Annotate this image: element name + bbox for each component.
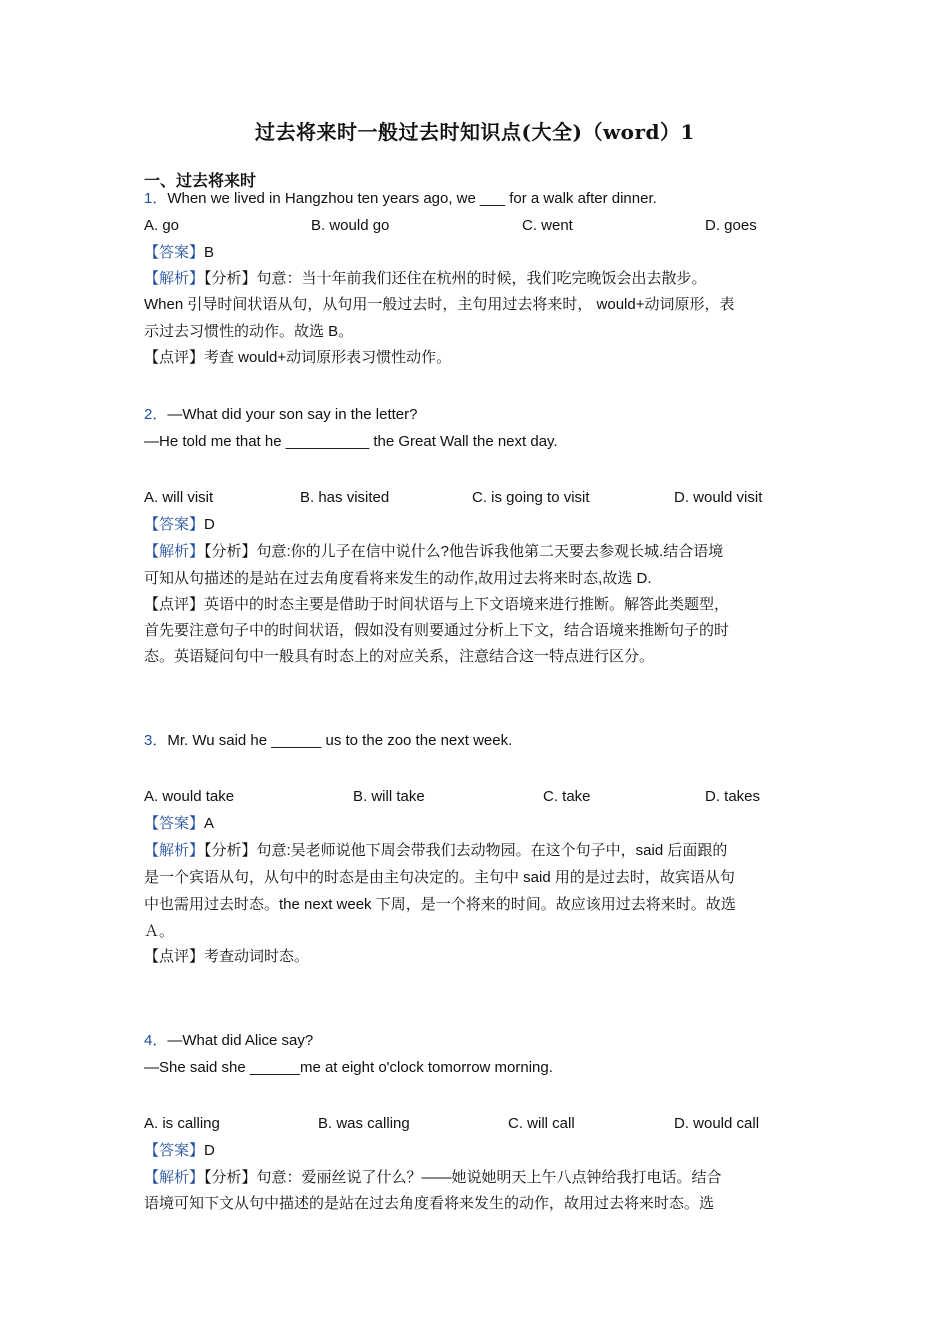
option-a: A. is calling [144, 1115, 220, 1132]
answer-value: D [204, 1142, 215, 1159]
analysis-text: Ａ。 [144, 923, 175, 940]
answer-tag: 【答案】 [144, 815, 205, 832]
analysis-tag: 【解析】 [144, 842, 205, 859]
comment-text: 英语中的时态主要是借助于时间状语与上下文语境来进行推断。解答此类题型， [204, 596, 730, 613]
analysis-text: 语境可知下文从句中描述的是站在过去角度看将来发生的动作，故用过去将来时态。选 [144, 1195, 715, 1212]
option-d: D. would call [674, 1115, 760, 1132]
question-text: —He told me that he __________ the Great Wall the next day. [144, 433, 558, 450]
answer-line [144, 1141, 810, 1161]
analysis-tag: 【解析】 [144, 270, 205, 287]
page-title: 过去将来时一般过去时知识点(大全)（word）1 [255, 120, 695, 144]
comment-line [144, 595, 810, 615]
analysis-line [144, 542, 810, 562]
question-text: —What did Alice say? [167, 1032, 314, 1049]
section-heading: 一、过去将来时 [144, 171, 257, 190]
question-text: Mr. Wu said he ______ us to the zoo the next week. [167, 732, 513, 749]
answer-value: A [204, 815, 215, 832]
analysis-text: 【分析】句意：当十年前我们还住在杭州的时候，我们吃完晚饭会出去散步。 [204, 270, 707, 287]
analysis-text: 【分析】句意:吴老师说他下周会带我们去动物园。在这个句子中，said 后面跟的 [204, 842, 728, 859]
question-text: —She said she ______me at eight o'clock tomorrow morning. [144, 1059, 553, 1076]
comment-line [144, 348, 810, 368]
answer-tag: 【答案】 [144, 516, 205, 533]
answer-tag: 【答案】 [144, 1142, 205, 1159]
option-a: A. will visit [144, 489, 214, 506]
option-d: D. takes [705, 788, 761, 805]
question-text: When we lived in Hangzhou ten years ago, we ___ for a walk after dinner. [167, 190, 657, 207]
analysis-line [144, 1168, 810, 1188]
analysis-line [144, 841, 810, 861]
question-text: —What did your son say in the letter? [167, 406, 418, 423]
analysis-tag: 【解析】 [144, 543, 205, 560]
comment-text: 首先要注意句子中的时间状语，假如没有则要通过分析上下文，结合语境来推断句子的时 [144, 622, 730, 639]
answer-line [144, 515, 810, 535]
comment-tag: 【点评】 [144, 349, 205, 366]
option-c: C. will call [508, 1115, 575, 1132]
option-d: D. goes [705, 217, 757, 234]
analysis-text: 是一个宾语从句，从句中的时态是由主句决定的。主句中 said 用的是过去时，故宾语从句 [144, 869, 735, 886]
answer-line [144, 814, 810, 834]
option-b: B. would go [311, 217, 390, 234]
answer-tag: 【答案】 [144, 244, 205, 261]
option-d: D. would visit [674, 489, 763, 506]
option-c: C. take [543, 788, 591, 805]
option-b: B. was calling [318, 1115, 410, 1132]
comment-tag: 【点评】 [144, 596, 205, 613]
answer-value: B [204, 244, 215, 261]
comment-text: 态。英语疑问句中一般具有时态上的对应关系，注意结合这一特点进行区分。 [144, 648, 655, 665]
question-stem [144, 1031, 810, 1051]
analysis-text: 示过去习惯性的动作。故选 B。 [144, 323, 354, 340]
option-c: C. went [522, 217, 573, 234]
answer-value: D [204, 516, 215, 533]
option-b: B. has visited [300, 489, 390, 506]
analysis-text: 中也需用过去时态。the next week 下周，是一个将来的时间。故应该用过去将来时。故选 [144, 896, 736, 913]
comment-line [144, 947, 810, 967]
comment-text: 考查 would+动词原形表习惯性动作。 [204, 349, 452, 366]
comment-text: 考查动词时态。 [204, 948, 310, 965]
question-stem [144, 731, 810, 751]
analysis-tag: 【解析】 [144, 1169, 205, 1186]
comment-tag: 【点评】 [144, 948, 205, 965]
question-number: 3． [144, 732, 168, 749]
analysis-text: 【分析】句意:你的儿子在信中说什么?他告诉我他第二天要去参观长城.结合语境 [204, 543, 724, 560]
analysis-text: When 引导时间状语从句，从句用一般过去时，主句用过去将来时， would+动词原形，表 [144, 296, 735, 313]
question-number: 1． [144, 190, 168, 207]
question-stem [144, 405, 810, 425]
question-number: 4． [144, 1032, 168, 1049]
question-number: 2． [144, 406, 168, 423]
analysis-line [144, 269, 810, 289]
question-stem [144, 189, 810, 209]
option-a: A. go [144, 217, 180, 234]
answer-line [144, 243, 810, 263]
option-c: C. is going to visit [472, 489, 590, 506]
option-a: A. would take [144, 788, 235, 805]
analysis-text: 【分析】句意：爱丽丝说了什么？——她说她明天上午八点钟给我打电话。结合 [204, 1169, 722, 1186]
option-b: B. will take [353, 788, 425, 805]
analysis-text: 可知从句描述的是站在过去角度看将来发生的动作,故用过去将来时态,故选 D. [144, 570, 652, 587]
